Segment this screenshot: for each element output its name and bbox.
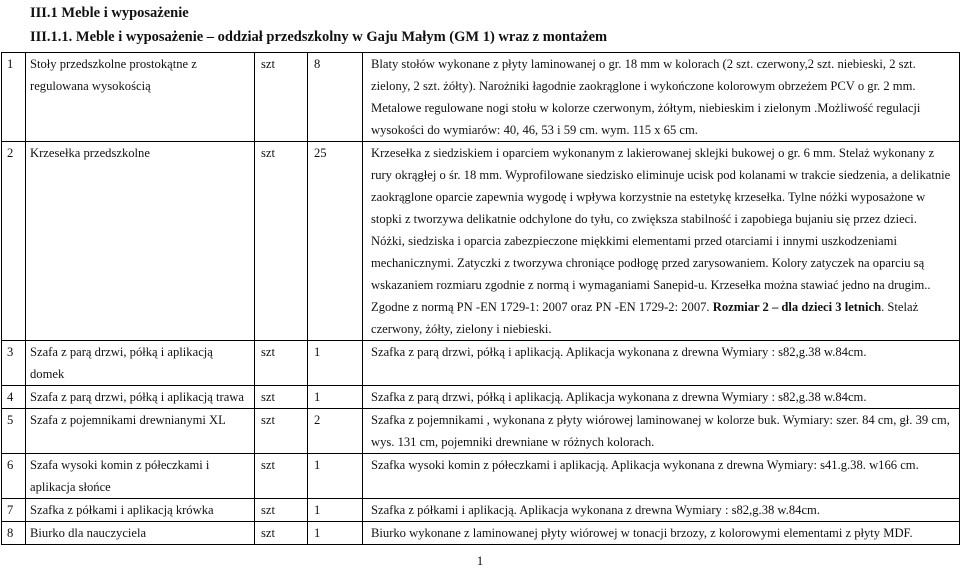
row-number: 6	[2, 454, 26, 499]
item-quantity: 1	[308, 454, 363, 499]
item-description	[363, 142, 960, 341]
item-unit: szt	[255, 409, 308, 454]
item-name: Biurko dla nauczyciela	[26, 522, 255, 545]
table-row	[2, 341, 960, 386]
item-quantity: 1	[308, 341, 363, 386]
row-number: 7	[2, 499, 26, 522]
subsection-heading: III.1.1. Meble i wyposażenie – oddział przedszkolny w Gaju Małym (GM 1) wraz z montażem	[30, 29, 608, 45]
item-unit: szt	[255, 53, 308, 142]
item-description: Szafka z parą drzwi, półką i aplikacją. Aplikacja wykonana z drewna Wymiary : s82,g.38 w.84cm.	[363, 341, 960, 386]
furniture-table	[1, 52, 960, 545]
row-number: 1	[2, 53, 26, 142]
table-row	[2, 454, 960, 499]
row-number: 3	[2, 341, 26, 386]
item-description: Szafka z półkami i aplikacją. Aplikacja wykonana z drewna Wymiary : s82,g.38 w.84cm.	[363, 499, 960, 522]
item-description: Szafka z parą drzwi, półką i aplikacją. Aplikacja wykonana z drewna Wymiary : s82,g.38 w.84cm.	[363, 386, 960, 409]
item-description: Blaty stołów wykonane z płyty laminowanej o gr. 18 mm w kolorach (2 szt. czerwony,2 szt. niebieski, 2 szt. zielony, 2 szt. żółty). Narożniki łagodnie zaokrąglone i wykończone kolorowym obrzeżem PCV o gr. 2 mm. Metalowe regulowane nogi stołu w kolorze czerwonym, żółtym, niebieskim i zielonym .Możliwość regulacji wysokości do wymiarów: 40, 46, 53 i 59 cm. wym. 115 x 65 cm.	[363, 53, 960, 142]
item-name: Szafa wysoki komin z półeczkami i aplikacja słońce	[26, 454, 255, 499]
row-number: 5	[2, 409, 26, 454]
item-name: Krzesełka przedszkolne	[26, 142, 255, 341]
item-quantity: 2	[308, 409, 363, 454]
item-unit: szt	[255, 142, 308, 341]
table-row	[2, 499, 960, 522]
item-quantity: 1	[308, 386, 363, 409]
description-tail: . Stelaż czerwony, żółty, zielony i niebieski.	[371, 300, 919, 336]
row-number: 2	[2, 142, 26, 341]
row-number: 4	[2, 386, 26, 409]
size-note: Rozmiar 2 – dla dzieci 3 letnich	[712, 300, 882, 314]
table-row	[2, 53, 960, 142]
page-number: 1	[476, 553, 484, 568]
item-description: Biurko wykonane z laminowanej płyty wiórowej w tonacji brzozy, z kolorowymi elementami z płyty MDF.	[363, 522, 960, 545]
item-unit: szt	[255, 341, 308, 386]
item-name: Szafa z parą drzwi, półką i aplikacją domek	[26, 341, 255, 386]
item-name: Szafa z pojemnikami drewnianymi XL	[26, 409, 255, 454]
item-unit: szt	[255, 499, 308, 522]
table-row	[2, 386, 960, 409]
table-row	[2, 142, 960, 341]
item-quantity: 1	[308, 522, 363, 545]
description-text: Krzesełka z siedziskiem i oparciem wykonanym z lakierowanej sklejki bukowej o gr. 6 mm. Stelaż wykonany z rury okrągłej o śr. 18 mm. Wyprofilowane siedzisko eliminuje ucisk pod kolanami w trakcie siedzenia, a delikatnie zaokrąglone oparcie zapewnia wygodę i wpływa korzystnie na estetykę krzesełka. Tylne nóżki wyposażone w stopki z tworzywa delikatnie odchylone do tyłu, co zwiększa stabilność i zapobiega bujaniu się przez dzieci. Nóżki, siedziska i oparcia zabezpieczone miękkimi elementami przed otarciami i innymi uszkodzeniami mechanicznymi. Zatyczki z tworzywa chroniące podłogę przed zarysowaniem. Kolory zatyczek na oparciu są wskazaniem rozmiaru zgodnie z normą i wymaganiami Sanepid-u. Krzesełka można stawiać jedno na drugim.. Zgodne z normą PN -EN 1729-1: 2007 oraz PN -EN 1729-2: 2007.	[371, 146, 951, 314]
item-description: Szafka z pojemnikami , wykonana z płyty wiórowej laminowanej w kolorze buk. Wymiary: szer. 84 cm, gł. 39 cm, wys. 131 cm, pojemniki drewniane w różnych kolorach.	[363, 409, 960, 454]
item-name: Szafa z parą drzwi, półką i aplikacją trawa	[26, 386, 255, 409]
item-quantity: 25	[308, 142, 363, 341]
item-name: Stoły przedszkolne prostokątne z regulowana wysokością	[26, 53, 255, 142]
item-unit: szt	[255, 522, 308, 545]
item-quantity: 1	[308, 499, 363, 522]
table-row	[2, 522, 960, 545]
section-heading: III.1 Meble i wyposażenie	[30, 5, 189, 21]
item-description: Szafka wysoki komin z półeczkami i aplikacją. Aplikacja wykonana z drewna Wymiary: s41.g.38. w166 cm.	[363, 454, 960, 499]
item-quantity: 8	[308, 53, 363, 142]
item-name: Szafka z półkami i aplikacją krówka	[26, 499, 255, 522]
row-number: 8	[2, 522, 26, 545]
table-row	[2, 409, 960, 454]
item-unit: szt	[255, 454, 308, 499]
item-unit: szt	[255, 386, 308, 409]
